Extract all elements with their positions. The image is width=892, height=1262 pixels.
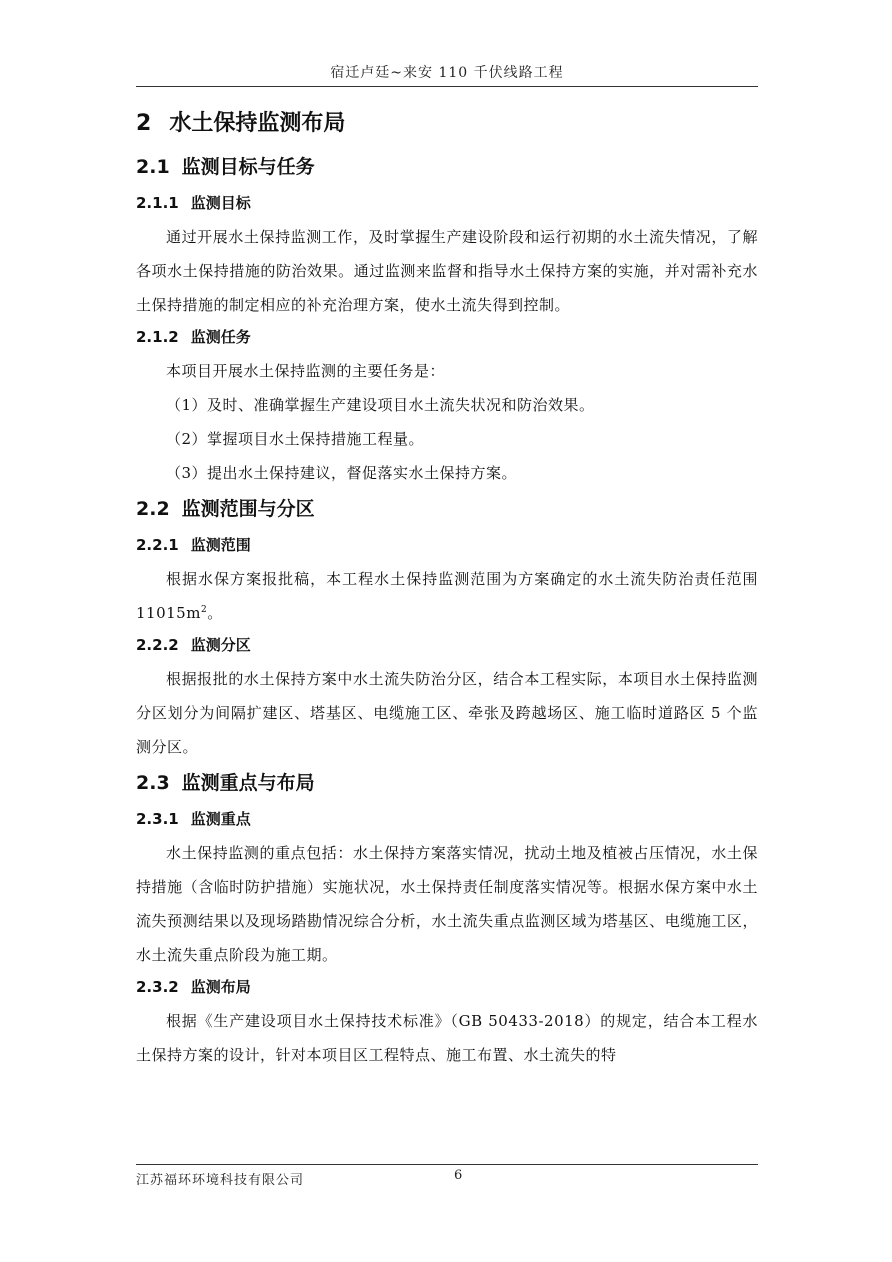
paragraph-end: 。 — [207, 604, 223, 622]
heading-title: 监测任务 — [190, 328, 251, 346]
heading-title: 监测分区 — [190, 636, 251, 654]
page-content — [136, 104, 758, 1072]
heading-section-2-1 — [136, 150, 758, 184]
heading-title: 监测布局 — [190, 978, 251, 996]
superscript: 2 — [200, 605, 208, 615]
header-rule — [136, 86, 758, 87]
paragraph: 本项目开展水土保持监测的主要任务是： — [166, 362, 446, 380]
heading-section-2-1-2 — [136, 322, 758, 352]
heading-section-2-3-2 — [136, 972, 758, 1002]
running-header: 宿迁卢廷~来安 110 千伏线路工程 — [330, 65, 564, 81]
heading-title: 监测范围 — [190, 536, 251, 554]
paragraph: 水土保持监测的重点包括：水土保持方案落实情况，扰动土地及植被占压情况，水土保持措施（含临时防护措施）实施状况，水土保持责任制度落实情况等。根据水保方案中水土流失预测结果以及现场踏勘情况综合分析，水土流失重点监测区域为塔基区、电缆施工区，水土流失重点阶段为施工期。 — [136, 844, 758, 964]
heading-section-2-1-1 — [136, 188, 758, 218]
heading-section-2 — [136, 104, 758, 144]
heading-number: 2.2 — [136, 498, 170, 520]
heading-number: 2.3 — [136, 772, 170, 794]
heading-title: 监测重点与布局 — [181, 772, 315, 794]
heading-title: 水土保持监测布局 — [169, 111, 346, 136]
paragraph-text: 根据水保方案报批稿，本工程水土保持监测范围为方案确定的水土流失防治责任范围 11015m — [136, 570, 758, 622]
paragraph: 根据《生产建设项目水土保持技术标准》（GB 50433-2018）的规定，结合本工程水土保持方案的设计，针对本项目区工程特点、施工布置、水土流失的特 — [136, 1012, 758, 1064]
heading-number: 2.2.1 — [136, 536, 179, 554]
heading-section-2-2 — [136, 492, 758, 526]
footer-rule — [136, 1164, 758, 1165]
heading-section-2-3 — [136, 766, 758, 800]
heading-title: 监测范围与分区 — [181, 498, 315, 520]
heading-number: 2.1 — [136, 156, 170, 178]
heading-number: 2.3.2 — [136, 978, 179, 996]
heading-section-2-2-1 — [136, 530, 758, 560]
heading-number: 2.2.2 — [136, 636, 179, 654]
list-item: （1）及时、准确掌握生产建设项目水土流失状况和防治效果。 — [166, 396, 595, 414]
heading-title: 监测目标 — [190, 194, 251, 212]
heading-title: 监测目标与任务 — [181, 156, 315, 178]
page-number: 6 — [454, 1168, 463, 1183]
heading-title: 监测重点 — [190, 810, 251, 828]
paragraph: 通过开展水土保持监测工作，及时掌握生产建设阶段和运行初期的水土流失情况，了解各项水土保持措施的防治效果。通过监测来监督和指导水土保持方案的实施，并对需补充水土保持措施的制定相应的补充治理方案，使水土流失得到控制。 — [136, 228, 758, 314]
heading-number: 2.3.1 — [136, 810, 179, 828]
list-item: （3）提出水土保持建议，督促落实水土保持方案。 — [166, 464, 518, 482]
heading-section-2-3-1 — [136, 804, 758, 834]
footer-company: 江苏福环环境科技有限公司 — [136, 1173, 305, 1188]
list-item: （2）掌握项目水土保持措施工程量。 — [166, 430, 425, 448]
heading-number: 2.1.2 — [136, 328, 179, 346]
heading-section-2-2-2 — [136, 630, 758, 660]
heading-number: 2 — [136, 111, 152, 136]
paragraph — [136, 562, 758, 630]
paragraph: 根据报批的水土保持方案中水土流失防治分区，结合本工程实际，本项目水土保持监测分区划分为间隔扩建区、塔基区、电缆施工区、牵张及跨越场区、施工临时道路区 5 个监测分区。 — [136, 670, 758, 756]
heading-number: 2.1.1 — [136, 194, 179, 212]
